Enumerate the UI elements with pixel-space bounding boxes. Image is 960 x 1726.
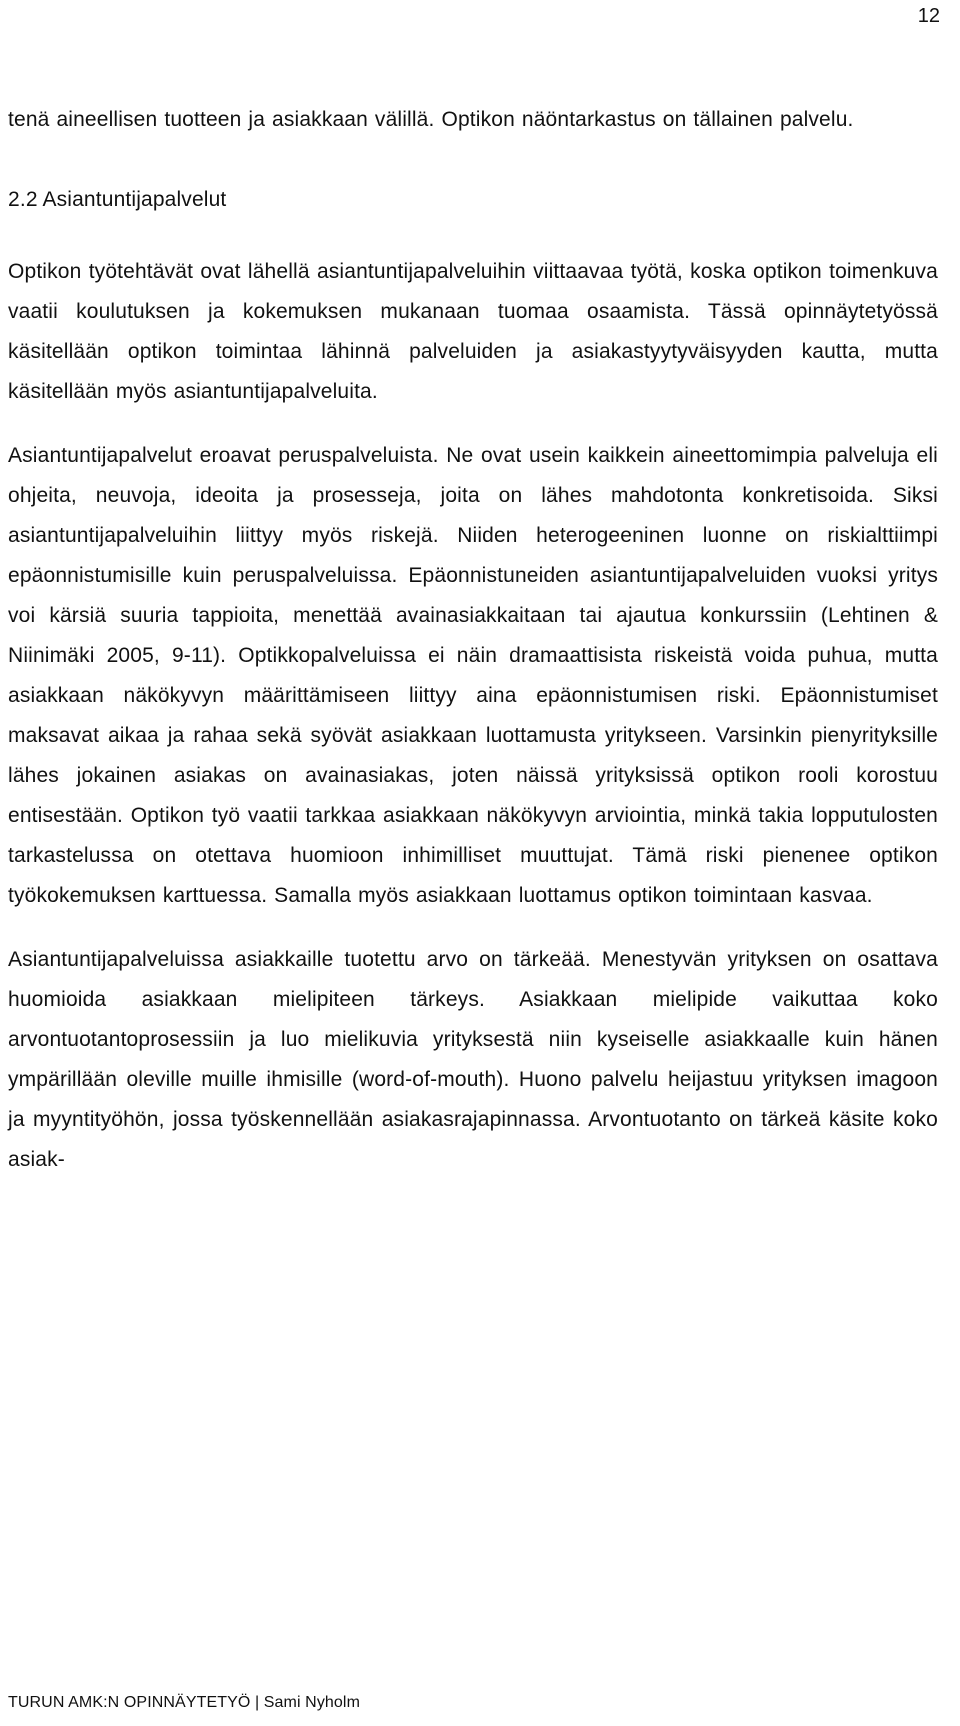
document-body (8, 100, 938, 1180)
section-heading: 2.2 Asiantuntijapalvelut (8, 188, 227, 211)
paragraph-4: Asiantuntijapalveluissa asiakkaille tuotettu arvo on tärkeää. Menestyvän yrityksen on osattava huomioida asiakkaan mielipiteen tärkeys. Asiakkaan mielipide vaikuttaa koko arvontuotantoprosessiin ja luo mielikuvia yrityksestä niin kyseiselle asiakkaalle kuin hänen ympärillään oleville muille ihmisille (word-of-mouth). Huono palvelu heijastuu yrityksen imagoon ja myyntityöhön, jossa työskennellään asiakasrajapinnassa. Arvontuotanto on tärkeä käsite koko asiak- (8, 948, 938, 1171)
paragraph-2: Optikon työtehtävät ovat lähellä asiantuntijapalveluihin viittaavaa työtä, koska optikon toimenkuva vaatii koulutuksen ja kokemuksen mukanaan tuomaa osaamista. Tässä opinnäytetyössä käsitellään optikon toimintaa lähinnä palveluiden ja asiakastyytyväisyyden kautta, mutta käsitellään myös asiantuntijapalveluita. (8, 260, 938, 403)
page-number: 12 (917, 5, 940, 27)
page-footer: TURUN AMK:N OPINNÄYTETYÖ | Sami Nyholm (8, 1694, 361, 1711)
intro-paragraph: tenä aineellisen tuotteen ja asiakkaan välillä. Optikon näöntarkastus on tällainen palvelu. (8, 108, 854, 131)
paragraph-3: Asiantuntijapalvelut eroavat peruspalveluista. Ne ovat usein kaikkein aineettomimpia palveluja eli ohjeita, neuvoja, ideoita ja prosesseja, joita on lähes mahdotonta konkretisoida. Siksi asiantuntijapalveluihin liittyy myös riskejä. Niiden heterogeeninen luonne on riskialttiimpi epäonnistumisille kuin peruspalveluissa. Epäonnistuneiden asiantuntijapalveluiden vuoksi yritys voi kärsiä suuria tappioita, menettää avainasiakkaitaan tai ajautua konkurssiin (Lehtinen & Niinimäki 2005, 9-11). Optikkopalveluissa ei näin dramaattisista riskeistä voida puhua, mutta asiakkaan näkökyvyn määrittämiseen liittyy aina epäonnistumisen riski. Epäonnistumiset maksavat aikaa ja rahaa sekä syövät asiakkaan luottamusta yritykseen. Varsinkin pienyrityksille lähes jokainen asiakas on avainasiakas, joten näissä yrityksissä optikon rooli korostuu entisestään. Optikon työ vaatii tarkkaa asiakkaan näkökyvyn arviointia, minkä takia lopputulosten tarkastelussa on otettava huomioon inhimilliset muuttujat. Tämä riski pienenee optikon työkokemuksen karttuessa. Samalla myös asiakkaan luottamus optikon toimintaan kasvaa. (8, 444, 938, 907)
